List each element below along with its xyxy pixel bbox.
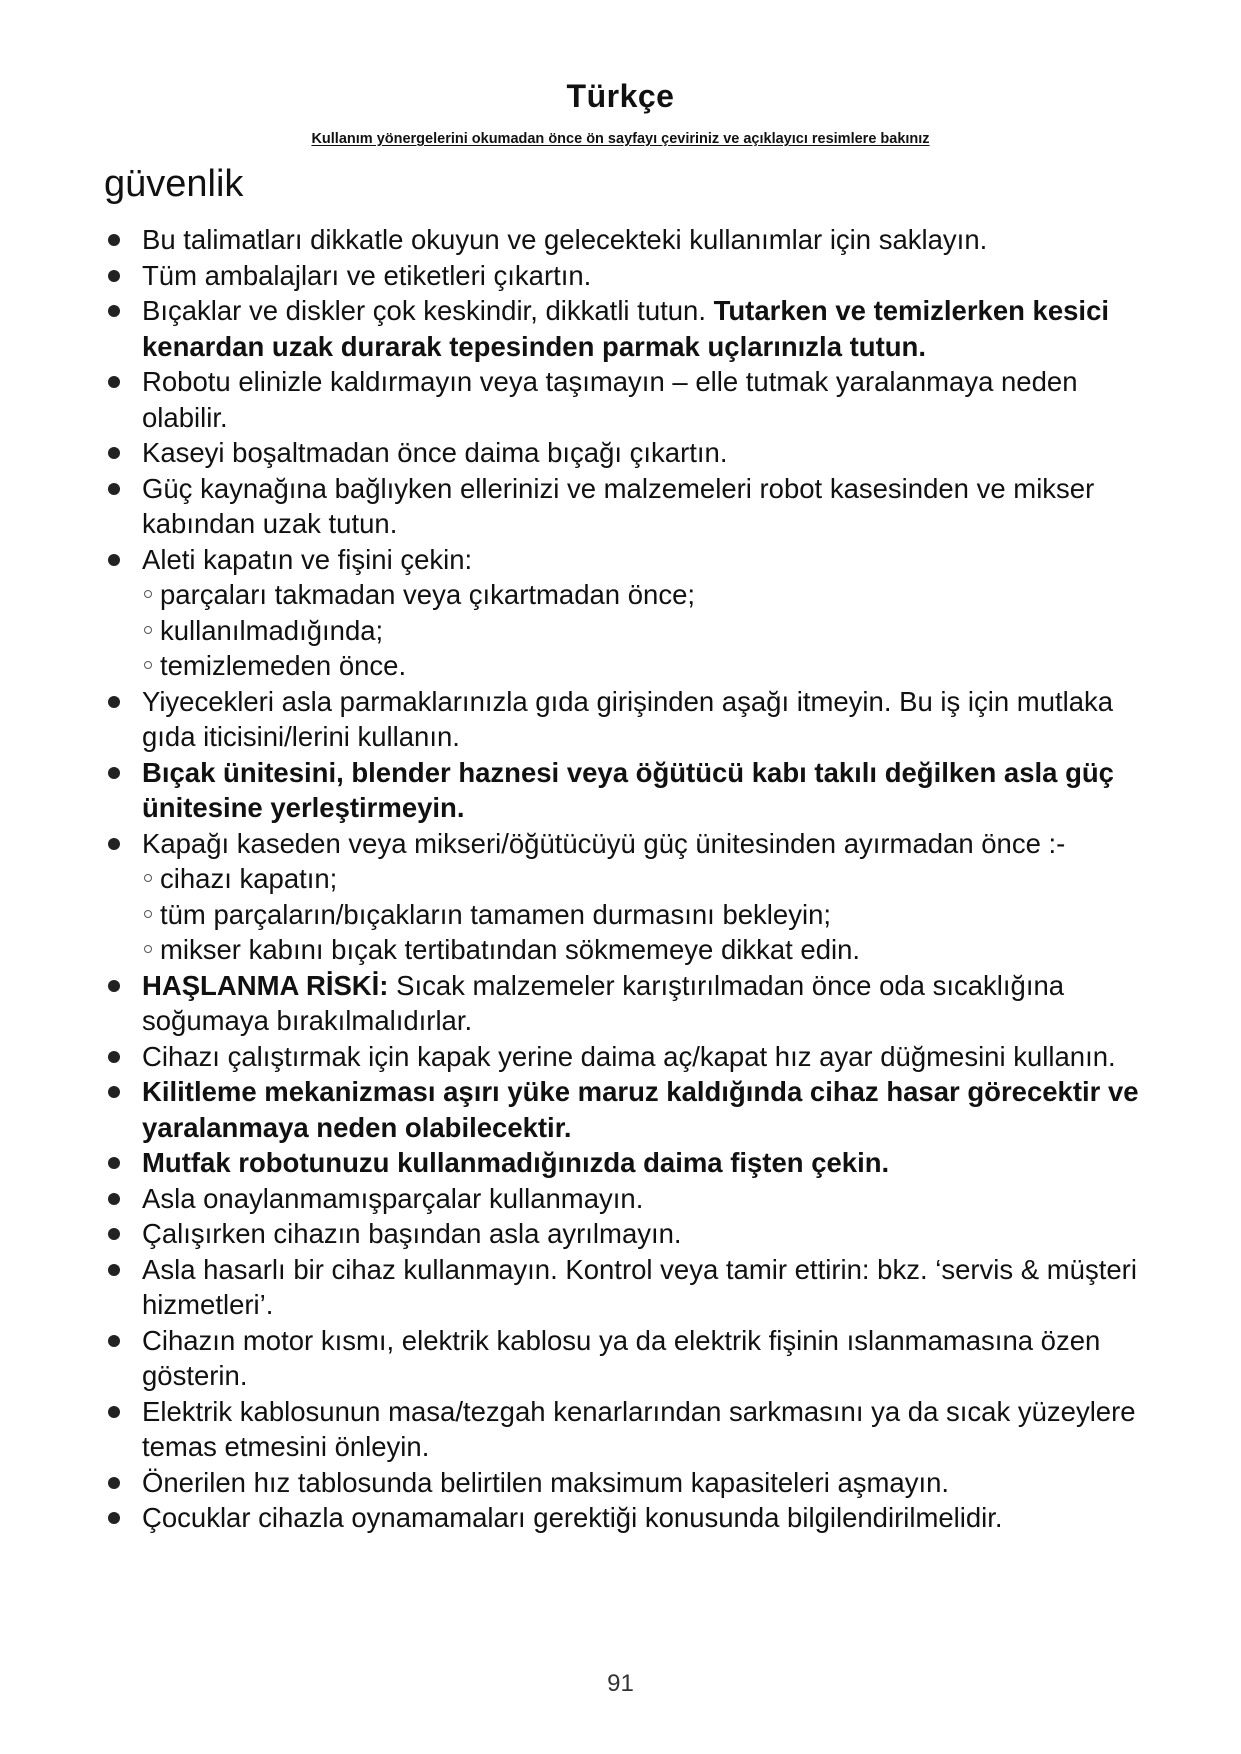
bullet-icon: [108, 1335, 120, 1347]
sub-item-text: mikser kabını bıçak tertibatından sökmemeye dikkat edin.: [160, 934, 861, 965]
bullet-icon: [108, 554, 120, 566]
instruction-note-text: Kullanım yönergelerini okumadan önce ön sayfayı çeviriniz ve açıklayıcı resimlere bakınız: [311, 131, 930, 147]
safety-item: [104, 435, 1144, 471]
section-title: güvenlik: [104, 163, 244, 205]
sub-item: [142, 648, 1144, 684]
safety-item: [104, 542, 1144, 684]
safety-item: [104, 1216, 1144, 1252]
item-text: Aleti kapatın ve fişini çekin:: [142, 543, 473, 575]
sub-item-text: temizlemeden önce.: [160, 650, 407, 681]
circle-bullet-icon: [144, 874, 152, 882]
sub-item: [142, 897, 1144, 933]
item-text: Çocuklar cihazla oynamamaları gerektiği konusunda bilgilendirilmelidir.: [142, 1502, 1003, 1533]
bullet-icon: [108, 1406, 120, 1418]
item-text: Önerilen hız tablosunda belirtilen maksimum kapasiteleri aşmayın.: [142, 1466, 950, 1498]
circle-bullet-icon: [144, 626, 152, 634]
safety-item: [104, 1465, 1144, 1501]
bullet-icon: [108, 1264, 120, 1276]
item-text: Cihazı çalıştırmak için kapak yerine daima aç/kapat hız ayar düğmesini kullanın.: [142, 1040, 1116, 1072]
sub-item-text: tüm parçaların/bıçakların tamamen durmasını bekleyin;: [160, 898, 831, 930]
safety-item: [104, 222, 1144, 258]
item-bold-text: Bıçak ünitesini, blender haznesi veya öğütücü kabı takılı değilken asla güç ünitesine yerleştirmeyin.: [142, 756, 1114, 823]
safety-item: [104, 1252, 1144, 1323]
item-text: Sıcak malzemeler karıştırılmadan önce oda sıcaklığına soğumaya bırakılmalıdırlar.: [142, 969, 1065, 1036]
sub-item: [142, 861, 1144, 897]
bullet-icon: [108, 483, 120, 495]
item-text: Kaseyi boşaltmadan önce daima bıçağı çıkartın.: [142, 437, 728, 468]
sub-item-text: parçaları takmadan veya çıkartmadan önce;: [160, 579, 696, 610]
safety-item: [104, 1394, 1144, 1465]
bullet-icon: [108, 838, 120, 850]
safety-item: [104, 364, 1144, 435]
sub-item: [142, 577, 1144, 613]
sub-item-text: kullanılmadığında;: [160, 614, 384, 646]
item-text: Elektrik kablosunun masa/tezgah kenarlarından sarkmasını ya da sıcak yüzeylere temas etmesini önleyin.: [142, 1395, 1136, 1462]
safety-item: [104, 1323, 1144, 1394]
safety-item: [104, 968, 1144, 1039]
item-text: Tüm ambalajları ve etiketleri çıkartın.: [142, 259, 592, 291]
bullet-icon: [108, 234, 120, 246]
page-number: 91: [607, 1670, 634, 1697]
bullet-icon: [108, 376, 120, 388]
bullet-icon: [108, 767, 120, 779]
safety-list: [104, 222, 1144, 1536]
item-text: Asla hasarlı bir cihaz kullanmayın. Kontrol veya tamir ettirin: bkz. ‘servis & müşteri hizmetleri’.: [142, 1253, 1137, 1320]
safety-item: [104, 471, 1144, 542]
safety-item: [104, 684, 1144, 755]
item-text: Robotu elinizle kaldırmayın veya taşımayın – elle tutmak yaralanmaya neden olabilir.: [142, 366, 1078, 433]
sub-list: [142, 861, 1144, 968]
item-text: Asla onaylanmamışparçalar kullanmayın.: [142, 1182, 644, 1214]
item-bold-text: Mutfak robotunuzu kullanmadığınızda daima fişten çekin.: [142, 1147, 890, 1178]
item-bold-text: Tutarken ve temizlerken kesici kenardan uzak durarak tepesinden parmak uçlarınızla tutun.: [142, 295, 1110, 362]
safety-item: [104, 293, 1144, 364]
safety-item: [104, 1039, 1144, 1075]
sub-item-text: cihazı kapatın;: [160, 863, 338, 894]
bullet-icon: [108, 270, 120, 282]
bullet-icon: [108, 447, 120, 459]
circle-bullet-icon: [144, 590, 152, 598]
item-text: Bu talimatları dikkatle okuyun ve gelecekteki kullanımlar için saklayın.: [142, 224, 988, 255]
safety-item: [104, 755, 1144, 826]
item-bold-text: HAŞLANMA RİSKİ:: [142, 969, 389, 1001]
item-bold-text: Kilitleme mekanizması aşırı yüke maruz kaldığında cihaz hasar görecektir ve yaralanmaya neden olabilecektir.: [142, 1076, 1139, 1143]
bullet-icon: [108, 1193, 120, 1205]
sub-item: [142, 613, 1144, 649]
item-text: Yiyecekleri asla parmaklarınızla gıda girişinden aşağı itmeyin. Bu iş için mutlaka gıda iticisini/lerini kullanın.: [142, 685, 1114, 752]
bullet-icon: [108, 980, 120, 992]
safety-item: [104, 1500, 1144, 1536]
circle-bullet-icon: [144, 661, 152, 669]
circle-bullet-icon: [144, 945, 152, 953]
bullet-icon: [108, 1228, 120, 1240]
safety-item: [104, 1074, 1144, 1145]
sub-list: [142, 577, 1144, 684]
safety-item: [104, 1145, 1144, 1181]
bullet-icon: [108, 1086, 120, 1098]
circle-bullet-icon: [144, 910, 152, 918]
bullet-icon: [108, 1512, 120, 1524]
item-text: Cihazın motor kısmı, elektrik kablosu ya da elektrik fişinin ıslanmamasına özen gösterin.: [142, 1324, 1101, 1391]
bullet-icon: [108, 1477, 120, 1489]
language-title: Türkçe: [566, 78, 675, 114]
instruction-note: [0, 131, 1241, 147]
bullet-icon: [108, 696, 120, 708]
sub-item: [142, 932, 1144, 968]
item-text: Güç kaynağına bağlıyken ellerinizi ve malzemeleri robot kasesinden ve mikser kabından uzak tutun.: [142, 472, 1095, 539]
bullet-icon: [108, 305, 120, 317]
bullet-icon: [108, 1157, 120, 1169]
item-text: Kapağı kaseden veya mikseri/öğütücüyü güç ünitesinden ayırmadan önce :-: [142, 827, 1066, 859]
item-text: Çalışırken cihazın başından asla ayrılmayın.: [142, 1218, 682, 1249]
safety-item: [104, 826, 1144, 968]
safety-item: [104, 258, 1144, 294]
safety-item: [104, 1181, 1144, 1217]
bullet-icon: [108, 1051, 120, 1063]
item-text: Bıçaklar ve diskler çok keskindir, dikkatli tutun.: [142, 295, 706, 326]
